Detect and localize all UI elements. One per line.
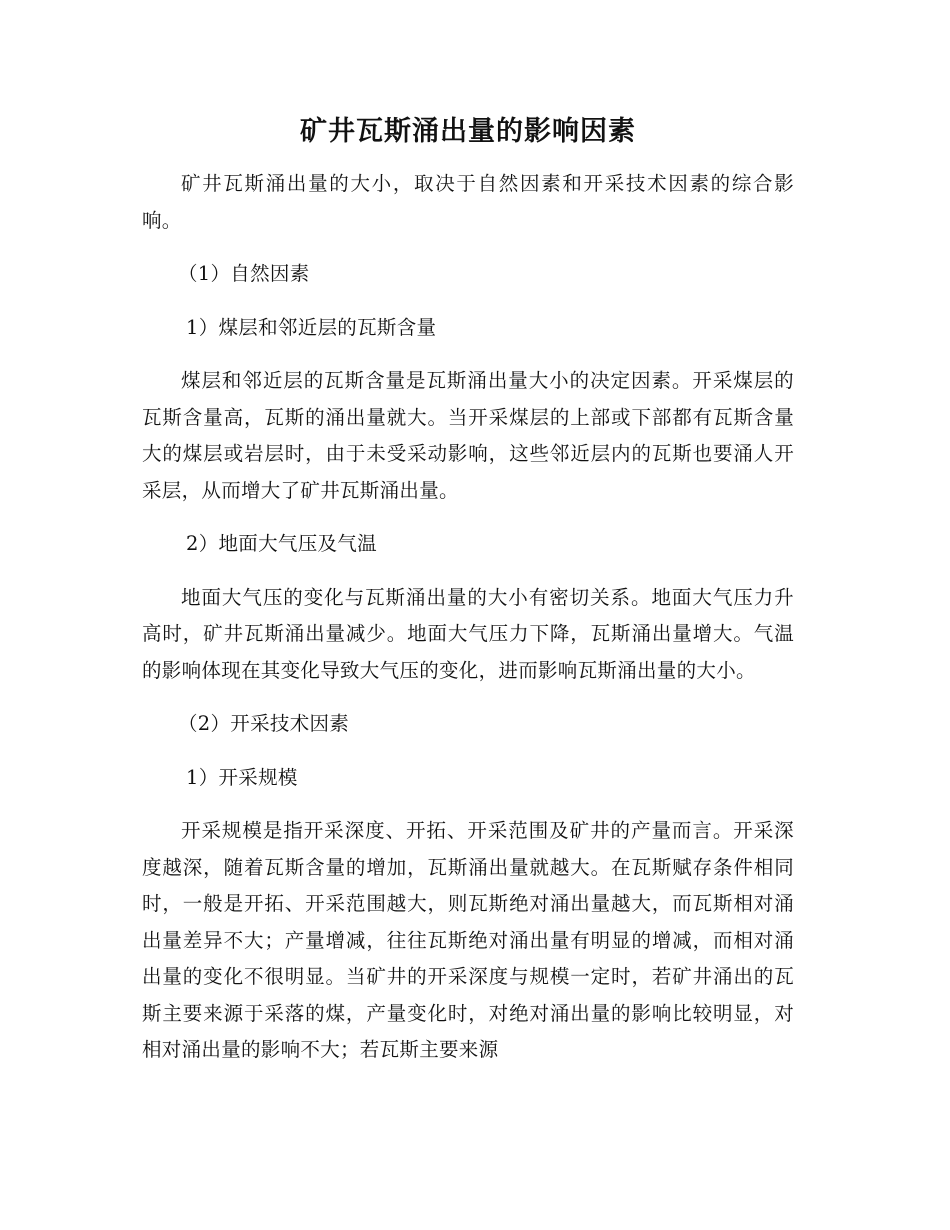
paragraph-mining-scale: 开采规模是指开采深度、开拓、开采范围及矿井的产量而言。开采深度越深，随着瓦斯含量的增加，瓦斯涌出量就越大。在瓦斯赋存条件相同时，一般是开拓、开采范围越大，则瓦斯绝对涌出量越大，而瓦斯相对涌出量差异不大；产量增减，往往瓦斯绝对涌出量有明显的增减，而相对涌出量的变化不很明显。当矿井的开采深度与规模一定时，若矿井涌出的瓦斯主要来源于采落的煤，产量变化时，对绝对涌出量的影响比较明显，对相对涌出量的影响不大；若瓦斯主要来源 bbox=[142, 819, 794, 1061]
document-title: 矿井瓦斯涌出量的影响因素 bbox=[300, 116, 636, 147]
paragraph-pressure-temperature: 地面大气压的变化与瓦斯涌出量的大小有密切关系。地面大气压力升高时，矿井瓦斯涌出量减少。地面大气压力下降，瓦斯涌出量增大。气温的影响体现在其变化导致大气压的变化，进而影响瓦斯涌出量的大小。 bbox=[142, 585, 794, 682]
subsection-heading-mining-scale: 1）开采规模 bbox=[186, 765, 298, 789]
subsection-heading-pressure-temperature: 2）地面大气压及气温 bbox=[186, 532, 377, 555]
paragraph-gas-content: 煤层和邻近层的瓦斯含量是瓦斯涌出量大小的决定因素。开采煤层的瓦斯含量高，瓦斯的涌出量就大。当开采煤层的上部或下部都有瓦斯含量大的煤层或岩层时，由于未受采动影响，这些邻近层内的瓦斯也要涌人开采层，从而增大了矿井瓦斯涌出量。 bbox=[142, 369, 794, 502]
document-body bbox=[142, 112, 794, 1086]
section-heading-natural-factors: （1）自然因素 bbox=[178, 262, 310, 285]
section-heading-mining-technical-factors: （2）开采技术因素 bbox=[178, 712, 350, 735]
subsection-heading-gas-content: 1）煤层和邻近层的瓦斯含量 bbox=[186, 315, 437, 339]
intro-paragraph: 矿井瓦斯涌出量的大小，取决于自然因素和开采技术因素的综合影响。 bbox=[142, 172, 794, 232]
